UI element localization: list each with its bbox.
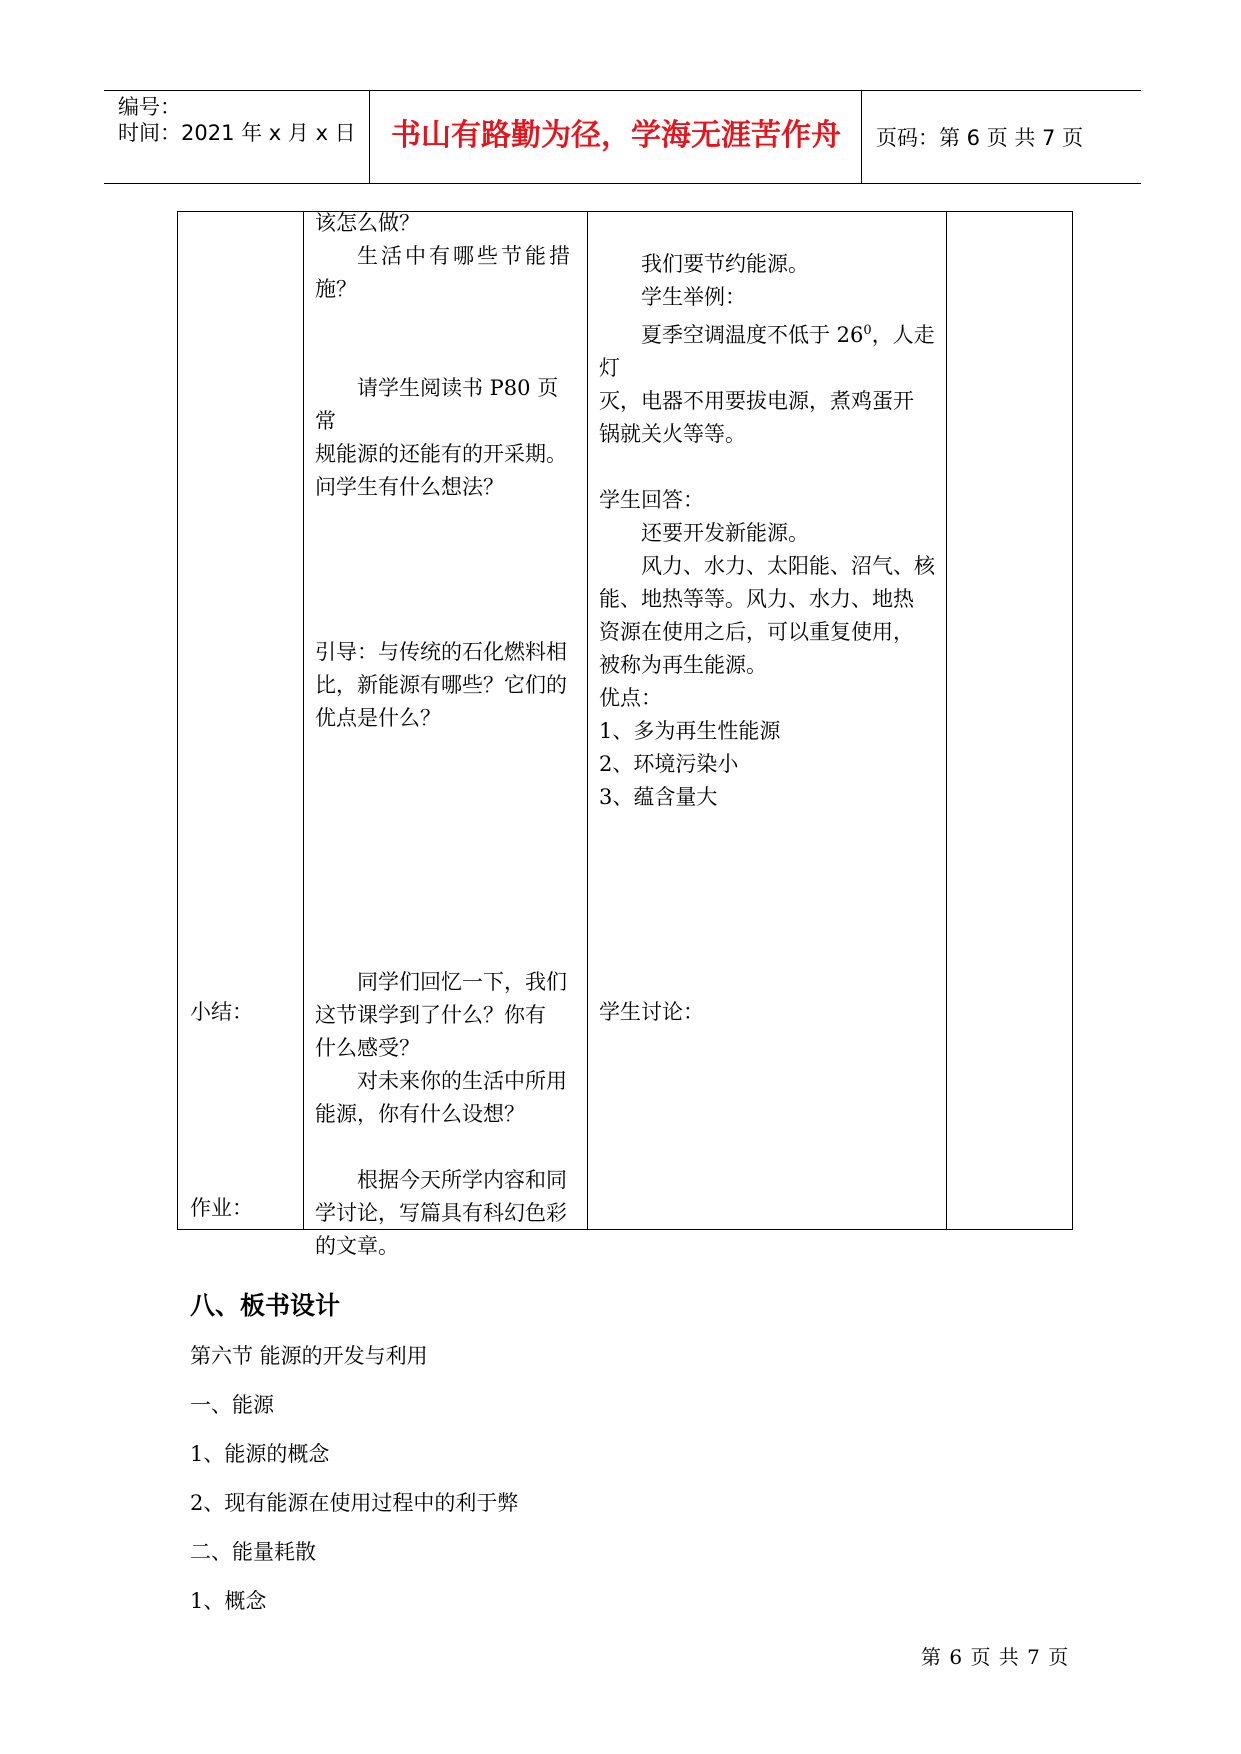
text-line: 资源在使用之后，可以重复使用， [599,620,914,644]
text-line: 风力、水力、太阳能、沼气、核 [641,554,935,578]
text-line: 学生举例： [641,285,746,309]
text-line: 的文章。 [315,1234,399,1258]
teacher-activity-text [315,207,578,1263]
text-line: 对未来你的生活中所用 [357,1069,567,1093]
header-divider-right [861,90,862,184]
board-line: 1、概念 [190,1589,267,1613]
text-line: 能、地热等等。风力、水力、地热 [599,587,914,611]
board-design-title: 八、板书设计 [190,1291,341,1320]
homework-label: 作业： [190,1196,253,1220]
teacher-activity-column [304,211,588,1258]
text-line: 锅就关火等等。 [599,422,746,446]
text-line: 同学们回忆一下，我们 [357,970,567,994]
lesson-table [177,211,1073,1258]
text-line: 被称为再生能源。 [599,653,767,677]
text-line: 引导：与传统的石化燃料相 [315,640,567,664]
text-line: 生活中有哪些节能措 [357,244,573,268]
text-line: 3、蕴含量大 [599,785,718,809]
text-line: 我们要节约能源。 [641,252,809,276]
text-line: 2、环境污染小 [599,752,739,776]
text-line: 优点： [599,686,662,710]
text-line: 这节课学到了什么？你有 [315,1003,546,1027]
time-label: 时间：2021 年 x 月 x 日 [118,121,356,145]
degree-superscript: 0 [863,323,872,338]
text-line: 能源，你有什么设想？ [315,1102,525,1126]
text-line: 学生回答： [599,488,704,512]
text-line: 比，新能源有哪些？它们的 [315,673,567,697]
text-line: 问学生有什么想法？ [315,475,504,499]
header-motto: 书山有路勤为径，学海无涯苦作舟 [391,118,841,153]
text-segment: 夏季空调温度不低于 26 [641,323,864,347]
text-line: 该怎么做？ [315,211,420,235]
page-code: 页码：第 6 页 共 7 页 [876,126,1084,150]
text-line [599,314,939,385]
header-divider-left [369,90,370,184]
notes-column [947,212,1073,1230]
board-line: 1、能源的概念 [190,1442,330,1466]
text-line: 施？ [315,277,357,301]
student-activity-text [599,248,939,814]
serial-label: 编号： [118,95,181,119]
page-footer: 第 6 页 共 7 页 [921,1645,1070,1669]
board-line: 第六节 能源的开发与利用 [190,1344,428,1368]
text-line: 根据今天所学内容和同 [357,1168,567,1192]
text-line: 学讨论，写篇具有科幻色彩 [315,1201,567,1225]
summary-label: 小结： [190,1000,253,1024]
board-line: 2、现有能源在使用过程中的利于弊 [190,1491,519,1515]
text-line: 请学生阅读书 P80 页常 [315,376,559,433]
header-bottom-rule [104,183,1141,184]
text-line: 优点是什么？ [315,706,441,730]
board-line: 二、能量耗散 [190,1540,316,1564]
text-line: 什么感受？ [315,1036,420,1060]
text-line: 1、多为再生性能源 [599,719,781,743]
header-top-rule [104,90,1141,91]
student-activity-column [588,212,947,1230]
stage-column [178,212,304,1230]
student-discussion-label: 学生讨论： [599,1000,704,1024]
text-segment: ，人走灯 [599,323,935,380]
text-line: 灭，电器不用要拔电源，煮鸡蛋开 [599,389,914,413]
board-line: 一、能源 [190,1393,274,1417]
text-line: 还要开发新能源。 [641,521,809,545]
text-line: 规能源的还能有的开采期。 [315,442,567,466]
